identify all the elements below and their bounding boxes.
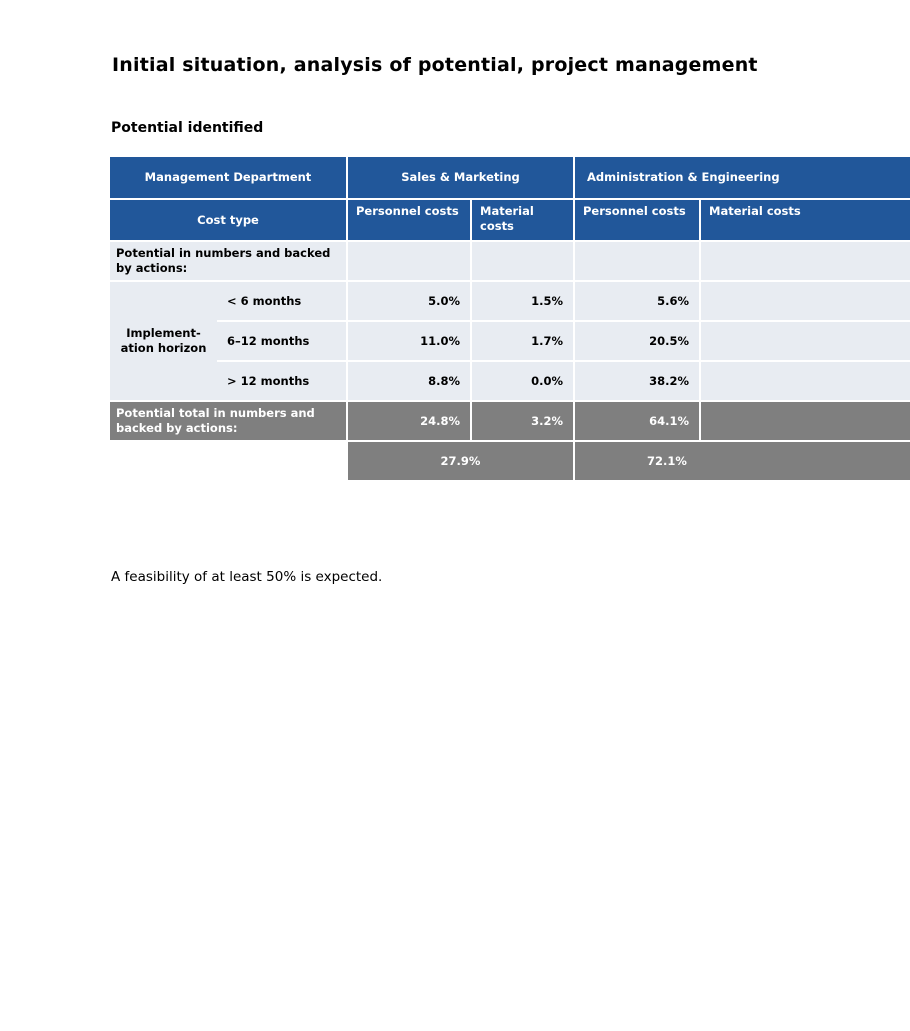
empty-cell <box>575 242 699 280</box>
value-sm-material: 1.7% <box>472 322 573 360</box>
empty-cell <box>701 322 910 360</box>
value-sm-personnel: 5.0% <box>348 282 470 320</box>
value-sm-material: 0.0% <box>472 362 573 400</box>
value-sm-material: 1.5% <box>472 282 573 320</box>
empty-cell <box>701 242 910 280</box>
header-admin-engineering: Administration & Engineering <box>575 157 910 198</box>
label-potential-total: Potential total in numbers and backed by actions: <box>110 402 346 440</box>
empty-cell <box>701 282 910 320</box>
empty-cell <box>701 362 910 400</box>
total-sm-material: 3.2% <box>472 402 573 440</box>
potential-table <box>110 157 910 481</box>
value-sm-personnel: 11.0% <box>348 322 470 360</box>
value-ae-personnel: 5.6% <box>575 282 699 320</box>
value-ae-personnel: 38.2% <box>575 362 699 400</box>
empty-cell <box>472 242 573 280</box>
total-ae-personnel: 64.1% <box>575 402 699 440</box>
label-potential-in-numbers: Potential in numbers and backed by actions: <box>110 242 346 280</box>
horizon-label: 6–12 months <box>217 322 346 360</box>
empty-cell <box>701 402 910 440</box>
header-management-department: Management Department <box>110 157 346 198</box>
header-sm-material-costs: Material costs <box>472 200 573 240</box>
header-ae-personnel-costs: Personnel costs <box>575 200 699 240</box>
section-subtitle: Potential identified <box>111 120 264 136</box>
feasibility-note: A feasibility of at least 50% is expected. <box>111 569 383 585</box>
horizon-label: < 6 months <box>217 282 346 320</box>
empty-cell <box>348 242 470 280</box>
value-sm-personnel: 8.8% <box>348 362 470 400</box>
value-ae-personnel: 20.5% <box>575 322 699 360</box>
page-title: Initial situation, analysis of potential, project management <box>112 54 758 76</box>
horizon-label: > 12 months <box>217 362 346 400</box>
header-sales-marketing: Sales & Marketing <box>348 157 573 198</box>
header-cost-type: Cost type <box>110 200 346 240</box>
label-implementation-horizon: Implement-ation horizon <box>110 282 217 400</box>
share-sales-marketing: 27.9% <box>348 442 573 480</box>
header-ae-material-costs: Material costs <box>701 200 910 240</box>
header-sm-personnel-costs: Personnel costs <box>348 200 470 240</box>
total-sm-personnel: 24.8% <box>348 402 470 440</box>
share-admin-engineering: 72.1% <box>575 442 910 480</box>
